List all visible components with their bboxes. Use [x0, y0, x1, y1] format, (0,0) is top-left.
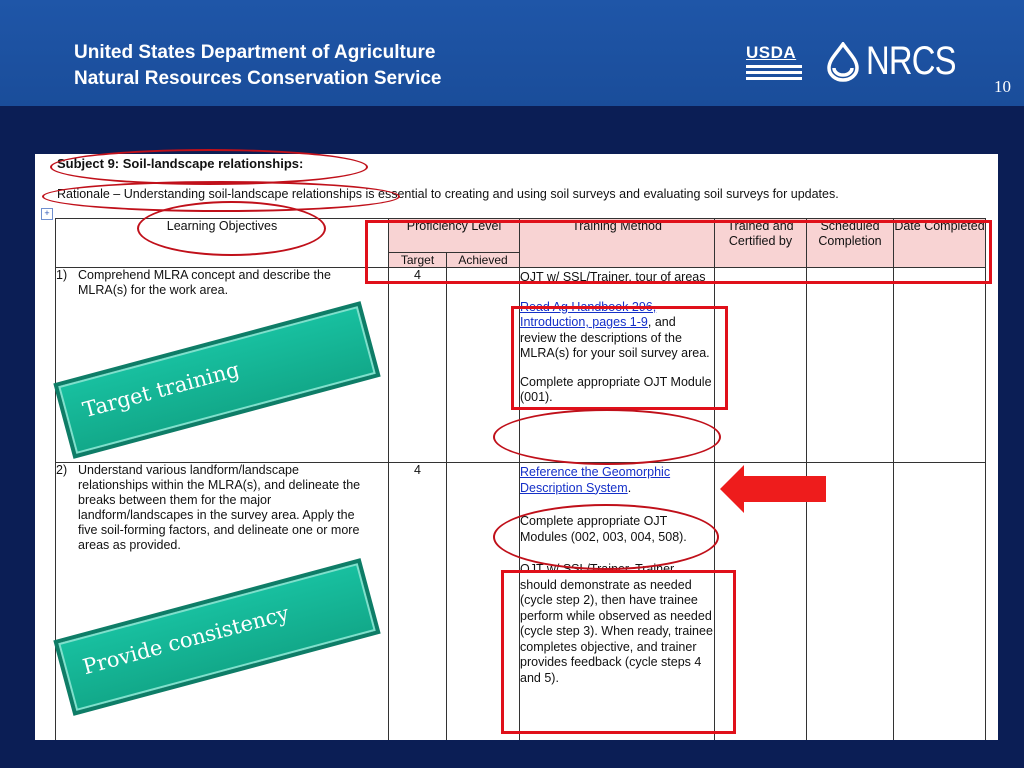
- trained-certified-cell[interactable]: [715, 268, 807, 463]
- table-move-handle-icon[interactable]: +: [41, 208, 53, 220]
- header-target: Target: [389, 253, 447, 268]
- usda-logo-text: USDA: [746, 43, 797, 62]
- method-ojt-module: Complete appropriate OJT Module (001).: [520, 374, 712, 404]
- scheduled-completion-cell[interactable]: [807, 268, 894, 463]
- rationale-text: Rationale – Understanding soil-landscape relationships is essential to creating and using soil surveys and evaluating soil surveys for updates.: [57, 187, 839, 201]
- usda-logo-stripes: [746, 65, 802, 80]
- target-level: 4: [389, 463, 447, 741]
- subject-highlight-oval: [50, 149, 368, 185]
- provide-consistency-label: Provide consistency: [80, 601, 292, 680]
- header-proficiency-level: Proficiency Level: [389, 219, 520, 253]
- method-read-handbook-rest: , and review the descriptions of the MLRA(s) for your soil survey area.: [520, 315, 710, 360]
- slide-header: [0, 0, 1024, 106]
- header-trained-certified: Trained and Certified by: [715, 219, 807, 268]
- target-level: 4: [389, 268, 447, 463]
- header-achieved: Achieved: [447, 253, 520, 268]
- ojt-trainer-highlight-box: [501, 570, 736, 734]
- method-geomorphic-reference: [520, 463, 714, 496]
- agency-line-1: United States Department of Agriculture: [74, 42, 436, 63]
- geomorphic-description-link[interactable]: Reference the Geomorphic Description System: [520, 465, 671, 495]
- page-number: 10: [994, 77, 1011, 96]
- usda-logo: [746, 43, 802, 83]
- agency-line-2: Natural Resources Conservation Service: [74, 68, 442, 89]
- objective-text: Understand various landform/landscape relationships within the MLRA(s), and delineate the breaks between them for the major landform/landscapes in the survey area. Apply the five soil-forming factors, and delineate one or more areas as provided.: [78, 463, 361, 552]
- ojt-module-highlight-oval: [493, 409, 721, 465]
- header-scheduled-completion: Scheduled Completion: [807, 219, 894, 268]
- objective-number: 2): [56, 463, 68, 477]
- nrcs-logo-text: NRCS: [866, 39, 956, 83]
- method-geomorphic-rest: .: [627, 480, 632, 495]
- ojt-modules-highlight-oval: [493, 504, 719, 570]
- date-completed-cell[interactable]: [894, 463, 986, 741]
- ag-handbook-link[interactable]: Read Ag Handbook 296, Introduction, pages 1-9: [520, 299, 657, 329]
- learning-objectives-highlight-oval: [137, 201, 326, 256]
- header-date-completed: Date Completed: [894, 219, 986, 268]
- header-learning-objectives: Learning Objectives: [56, 219, 389, 268]
- left-arrow-icon: [718, 463, 828, 515]
- water-drop-icon: [824, 42, 862, 82]
- date-completed-cell[interactable]: [894, 268, 986, 463]
- header-highlight-box: [365, 220, 992, 284]
- objective-text: Comprehend MLRA concept and describe the MLRA(s) for the work area.: [78, 268, 331, 297]
- objective-number: 1): [56, 268, 68, 282]
- method-ojt-tour: OJT w/ SSL/Trainer, tour of areas: [520, 270, 706, 284]
- method-ojt-trainer: OJT w/ SSL/Trainer. Trainer should demonstrate as needed (cycle step 2), then have trainee perform while observed as needed (cycle step 3). When ready, trainee completes objective, and trainer provides feedback (cycle steps 4 and 5).: [520, 562, 713, 685]
- handbook-highlight-box: [511, 306, 728, 410]
- method-ojt-modules: Complete appropriate OJT Modules (002, 003, 004, 508).: [520, 514, 687, 544]
- subject-title: Subject 9: Soil-landscape relationships:: [57, 156, 304, 171]
- header-training-method: Training Method: [520, 219, 715, 268]
- target-training-label: Target training: [80, 357, 242, 423]
- agency-name: [74, 40, 442, 92]
